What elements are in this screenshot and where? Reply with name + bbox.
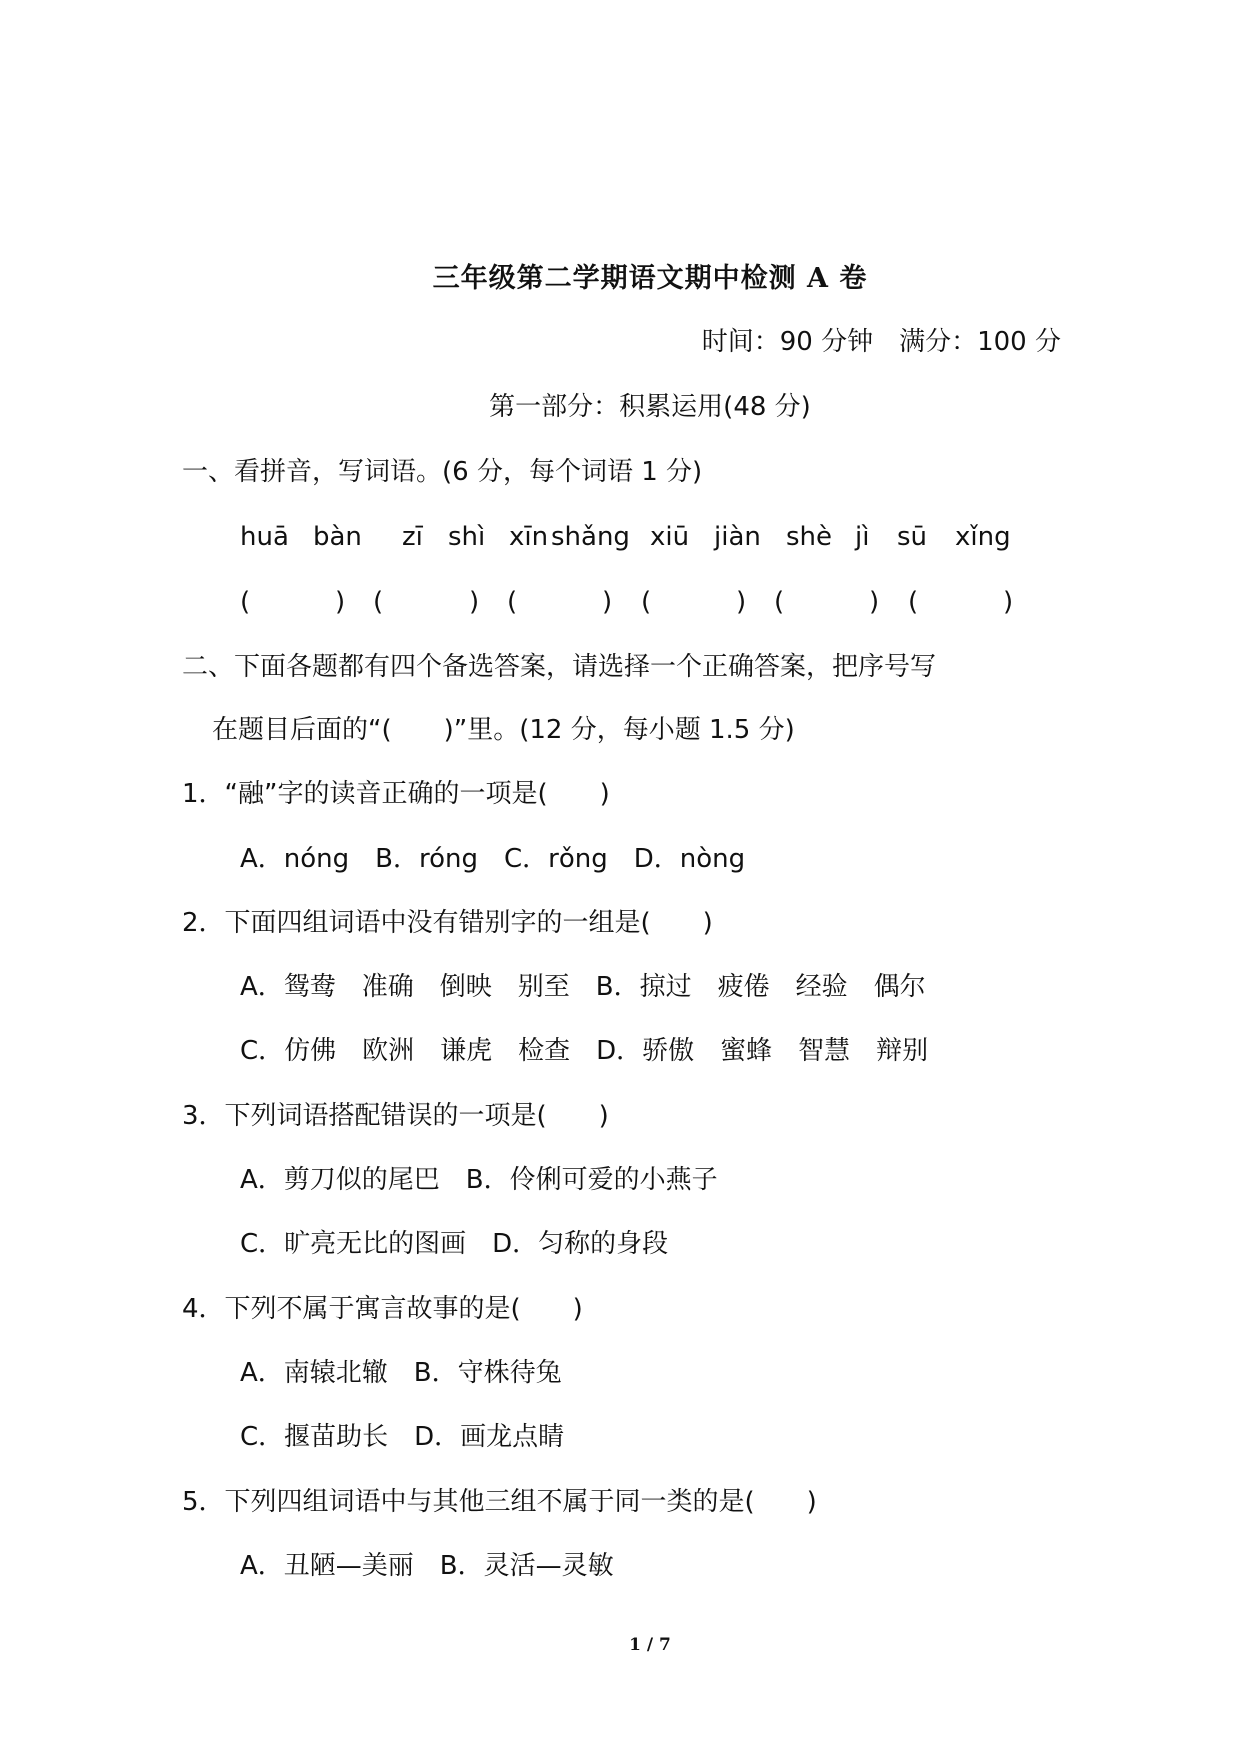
question: 3．下列词语搭配错误的一项是( ) [182,1101,609,1131]
answer-blank-open[interactable]: ( [908,587,919,617]
answer-blank-close: ) [469,587,480,617]
answer-blank-close: ) [736,587,747,617]
pinyin-syllable: jiàn [714,522,761,552]
question-options: A．鸳鸯 准确 倒映 别至 B．掠过 疲倦 经验 偶尔 [240,972,926,1002]
answer-blank-open[interactable]: ( [641,587,652,617]
answer-blank-open[interactable]: ( [240,587,251,617]
question-options: A．剪刀似的尾巴 B．伶俐可爱的小燕子 [240,1165,718,1195]
page-number: 1 / 7 [629,1635,671,1655]
question: 5．下列四组词语中与其他三组不属于同一类的是( ) [182,1487,817,1517]
pinyin-syllable: jì [855,522,870,552]
question: 4．下列不属于寓言故事的是( ) [182,1294,583,1324]
answer-blank-close: ) [335,587,346,617]
part-heading: 第一部分：积累运用(48 分) [489,392,811,422]
pinyin-syllable: shì [448,522,486,552]
pinyin-syllable: xīn [509,522,549,552]
pinyin-syllable: bàn [313,522,362,552]
question-options: A．nóng B．róng C．rǒng D．nòng [240,844,746,874]
question: 2．下面四组词语中没有错别字的一组是( ) [182,908,713,938]
pinyin-syllable: xǐng [955,522,1011,552]
pinyin-syllable: zī [402,522,423,552]
section2-heading: 二、下面各题都有四个备选答案，请选择一个正确答案，把序号写 [182,652,937,682]
pinyin-syllable: xiū [650,522,690,552]
pinyin-syllable: sū [897,522,928,552]
question-options: C．仿佛 欧洲 谦虎 检查 D．骄傲 蜜蜂 智慧 辩别 [240,1036,929,1066]
answer-blank-close: ) [869,587,880,617]
answer-blank-open[interactable]: ( [507,587,518,617]
answer-blank-open[interactable]: ( [373,587,384,617]
question: 1．“融”字的读音正确的一项是( ) [182,779,610,809]
pinyin-syllable: shǎng [551,522,630,552]
question-options: A．南辕北辙 B．守株待兔 [240,1358,562,1388]
answer-blank-close: ) [602,587,613,617]
exam-meta: 时间：90 分钟 满分：100 分 [701,327,1061,357]
question-options: C．揠苗助长 D．画龙点睛 [240,1422,565,1452]
question-options: C．旷亮无比的图画 D．匀称的身段 [240,1229,669,1259]
pinyin-syllable: huā [240,522,289,552]
question-options: A．丑陋—美丽 B．灵活—灵敏 [240,1551,614,1581]
page-title: 三年级第二学期语文期中检测 A 卷 [432,263,868,294]
section2-heading-cont: 在题目后面的“( )”里。(12 分，每小题 1.5 分) [212,715,795,745]
answer-blank-close: ) [1003,587,1014,617]
answer-blank-open[interactable]: ( [774,587,785,617]
section1-heading: 一、看拼音，写词语。(6 分，每个词语 1 分) [182,457,703,487]
pinyin-syllable: shè [786,522,833,552]
